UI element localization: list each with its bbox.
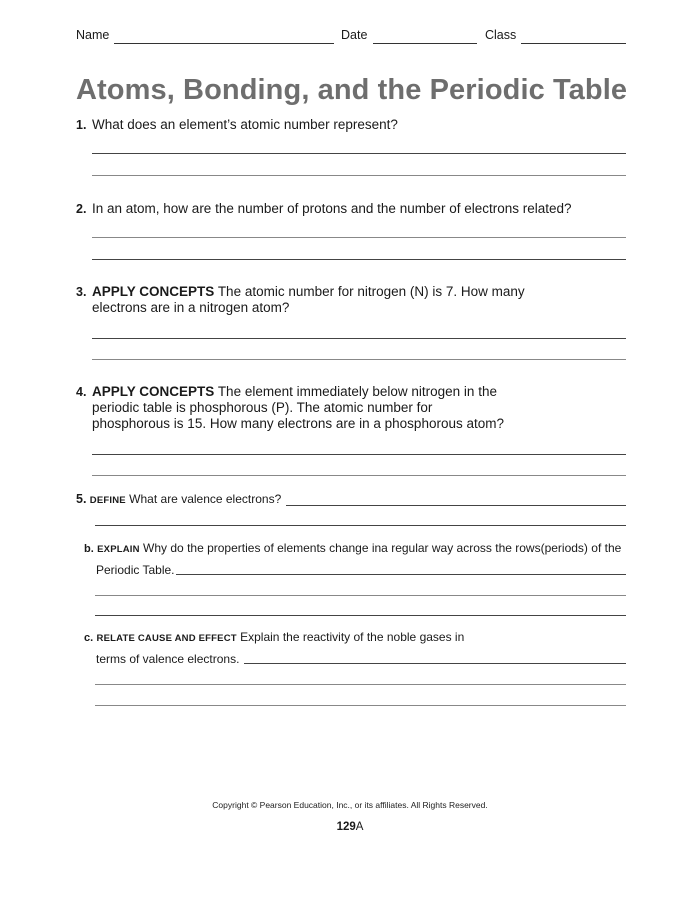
answer-line <box>92 175 626 176</box>
question-text-line: Why do the properties of elements change ina regular way across the rows(periods) of the <box>143 541 622 555</box>
answer-line <box>92 338 626 339</box>
question-text-line: The atomic number for nitrogen (N) is 7. How many <box>217 284 525 299</box>
answer-line <box>92 454 626 455</box>
page-number <box>0 821 700 833</box>
page-title: Atoms, Bonding, and the Periodic Table <box>76 74 628 106</box>
answer-line <box>95 705 626 706</box>
question-5 <box>76 492 281 508</box>
page-number-value: 129 <box>336 821 356 833</box>
copyright-notice: Copyright © Pearson Education, Inc., or its affiliates. All Rights Reserved. <box>212 800 488 810</box>
question-number: 2. <box>76 202 87 216</box>
question-3 <box>76 284 628 316</box>
date-label: Date <box>341 28 368 42</box>
question-5b-line2: Periodic Table. <box>96 563 175 577</box>
question-1 <box>76 117 628 133</box>
question-number: 1. <box>76 118 87 132</box>
answer-line <box>244 663 626 664</box>
answer-line <box>92 153 626 154</box>
class-line <box>521 43 626 44</box>
question-text-line: electrons are in a nitrogen atom? <box>92 300 290 315</box>
page-number-suffix: A <box>355 821 364 833</box>
answer-line <box>92 475 626 476</box>
question-text: In an atom, how are the number of protons and the number of electrons related? <box>92 201 572 216</box>
date-line <box>373 43 477 44</box>
question-number: 5. <box>76 492 87 506</box>
question-5b <box>84 541 621 557</box>
answer-line <box>92 259 626 260</box>
answer-line <box>92 359 626 360</box>
question-tag: DEFINE <box>89 495 126 506</box>
question-text-line: Explain the reactivity of the noble gases in <box>240 630 465 644</box>
answer-line <box>286 505 626 506</box>
question-text-line: periodic table is phosphorous (P). The atomic number for <box>92 400 433 415</box>
header-fields <box>76 26 626 46</box>
answer-line <box>176 574 626 575</box>
question-text: What does an element’s atomic number represent? <box>92 117 398 132</box>
answer-line <box>92 237 626 238</box>
answer-line <box>95 525 626 526</box>
question-number: 4. <box>76 385 87 399</box>
question-2 <box>76 201 628 217</box>
answer-line <box>95 595 626 596</box>
question-5c <box>84 630 464 646</box>
question-tag: APPLY CONCEPTS <box>92 284 215 299</box>
question-4 <box>76 384 628 432</box>
class-label: Class <box>485 28 517 42</box>
answer-line <box>95 615 626 616</box>
question-tag: RELATE CAUSE AND EFFECT <box>96 633 237 644</box>
question-tag: APPLY CONCEPTS <box>92 384 215 399</box>
question-letter: b. <box>84 543 94 555</box>
question-letter: c. <box>84 632 94 644</box>
question-text <box>92 384 628 432</box>
question-text-line: phosphorous is 15. How many electrons are in a phosphorous atom? <box>92 416 504 431</box>
question-text-line: The element immediately below nitrogen in the <box>217 384 497 399</box>
question-text <box>92 284 628 316</box>
question-tag: EXPLAIN <box>97 544 140 555</box>
question-number: 3. <box>76 285 87 299</box>
name-label: Name <box>76 28 110 42</box>
name-line <box>114 43 334 44</box>
question-text: What are valence electrons? <box>129 492 282 506</box>
answer-line <box>95 684 626 685</box>
question-5c-line2: terms of valence electrons. <box>96 652 240 666</box>
